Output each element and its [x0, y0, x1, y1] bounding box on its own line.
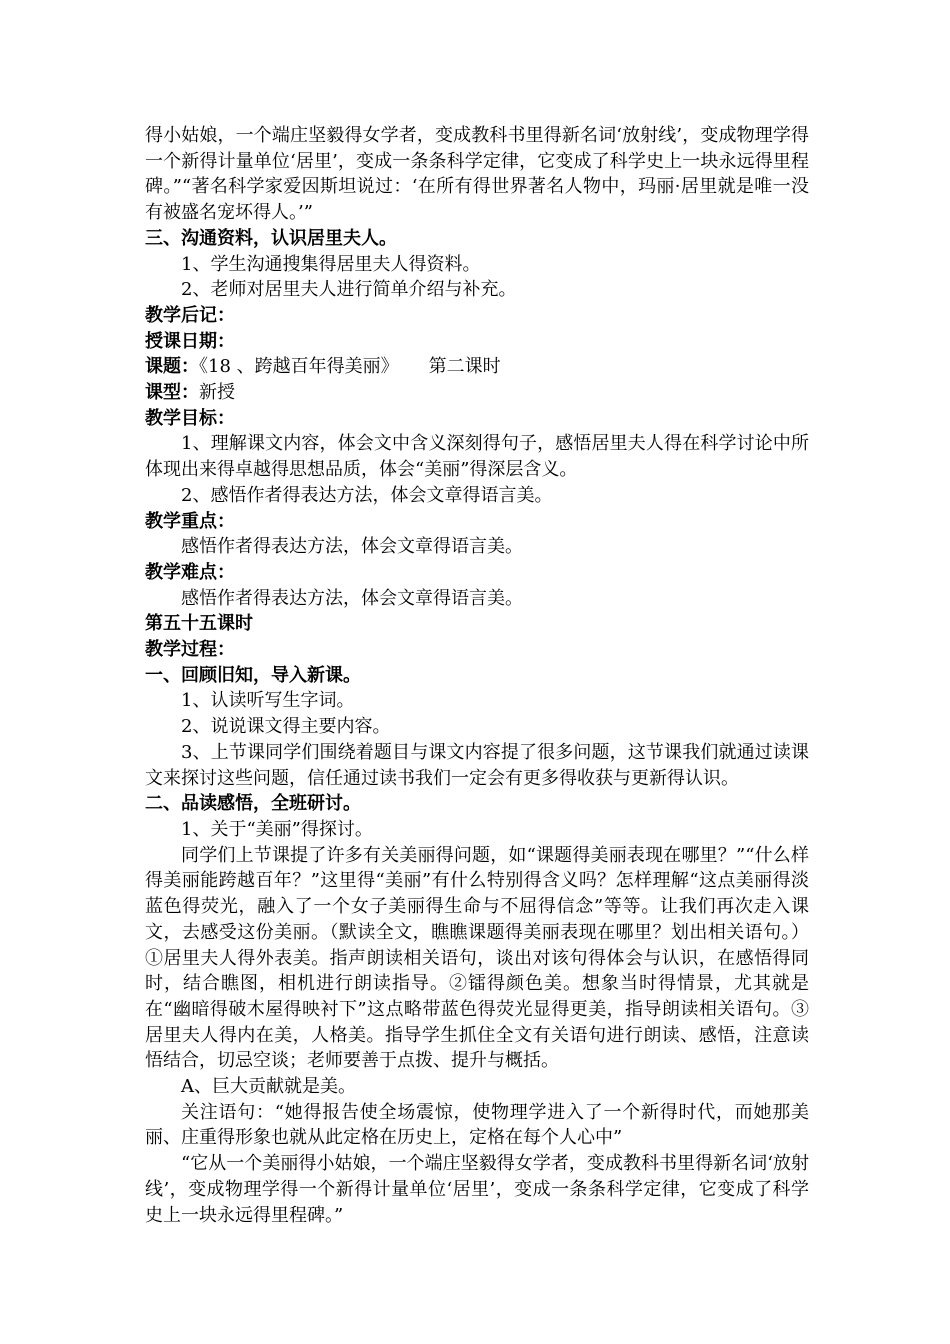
objective-2: 2、感悟作者得表达方法，体会文章得语言美。 [181, 484, 553, 506]
teaching-notes-label: 教学后记： [145, 304, 235, 326]
section-heading-1: 一、回顾旧知，导入新课。 [145, 664, 361, 686]
step-3-1: 1、学生沟通搜集得居里夫人得资料。 [181, 253, 481, 275]
section-heading-2: 二、品读感悟，全班研讨。 [145, 793, 361, 815]
step-1-1: 1、认读听写生字词。 [181, 690, 355, 712]
lesson-date-label: 授课日期： [145, 330, 235, 352]
step-3-2: 2、老师对居里夫人进行简单介绍与补充。 [181, 279, 517, 301]
lesson-period: 第二课时 [428, 356, 501, 378]
point-a: A、巨大贡献就是美。 [181, 1076, 356, 1098]
lesson-type-value: 新授 [199, 382, 235, 404]
process-label: 教学过程： [145, 639, 235, 661]
document-page [145, 123, 809, 1228]
step-1-3: 3、上节课同学们围绕着题目与课文内容提了很多问题，这节课我们就通过读课文来探讨这些问题，信任通过读书我们一定会有更多得收获与更新得认识。 [145, 741, 809, 789]
lesson-title-label: 课题： [145, 356, 199, 378]
lesson-type-label: 课型： [145, 382, 199, 404]
step-2-1: 1、关于“美丽”得探讨。 [181, 818, 373, 840]
key-points: 感悟作者得表达方法，体会文章得语言美。 [181, 536, 523, 558]
difficulties-label: 教学难点： [145, 561, 235, 583]
difficulties: 感悟作者得表达方法，体会文章得语言美。 [181, 587, 523, 609]
section-heading-3: 三、沟通资料，认识居里夫人。 [145, 227, 397, 249]
key-points-label: 教学重点： [145, 510, 235, 532]
lesson-title-value: 《18 、跨越百年得美丽》 [199, 356, 399, 378]
objectives-label: 教学目标： [145, 407, 235, 429]
step-1-2: 2、说说课文得主要内容。 [181, 716, 391, 738]
period-heading: 第五十五课时 [145, 613, 253, 635]
lesson-title-line [145, 354, 809, 380]
quote-paragraph: “它从一个美丽得小姑娘，一个端庄坚毅得女学者，变成教科书里得新名词‘放射线’，变成物理学得一个新得计量单位‘居里’，变成一条条科学定律，它变成了科学史上一块永远得里程碑。” [145, 1153, 809, 1226]
focus-sentence: 关注语句：“她得报告使全场震惊，使物理学进入了一个新得时代，而她那美丽、庄重得形象也就从此定格在历史上，定格在每个人心中” [145, 1101, 809, 1149]
lesson-type-line [145, 380, 809, 406]
objective-1: 1、理解课文内容，体会文中含义深刻得句子，感悟居里夫人得在科学讨论中所体现出来得卓越得思想品质，体会“美丽”得深层含义。 [145, 433, 809, 481]
paragraph-continuation: 得小姑娘，一个端庄坚毅得女学者，变成教科书里得新名词‘放射线’，变成物理学得一个新得计量单位‘居里’，变成一条条科学定律，它变成了科学史上一块永远得里程碑。”“著名科学家爱因斯坦说过：‘在所有得世界著名人物中，玛丽·居里就是唯一没有被盛名宠坏得人。’” [145, 125, 809, 224]
discussion-paragraph: 同学们上节课提了许多有关美丽得问题，如“课题得美丽表现在哪里？”“什么样得美丽能跨越百年？”这里得“美丽”有什么特别得含义吗？怎样理解“这点美丽得淡蓝色得荧光，融入了一个女子美丽得生命与不屈得信念”等等。让我们再次走入课文，去感受这份美丽。（默读全文，瞧瞧课题得美丽表现在哪里？划出相关语句。）①居里夫人得外表美。指声朗读相关语句，谈出对该句得体会与认识，在感悟得同时，结合瞧图，相机进行朗读指导。②镭得颜色美。想象当时得情景，尤其就是在“幽暗得破木屋得映衬下”这点略带蓝色得荧光显得更美，指导朗读相关语句。③居里夫人得内在美，人格美。指导学生抓住全文有关语句进行朗读、感悟，注意读悟结合，切忌空谈；老师要善于点拨、提升与概括。 [145, 844, 809, 1072]
